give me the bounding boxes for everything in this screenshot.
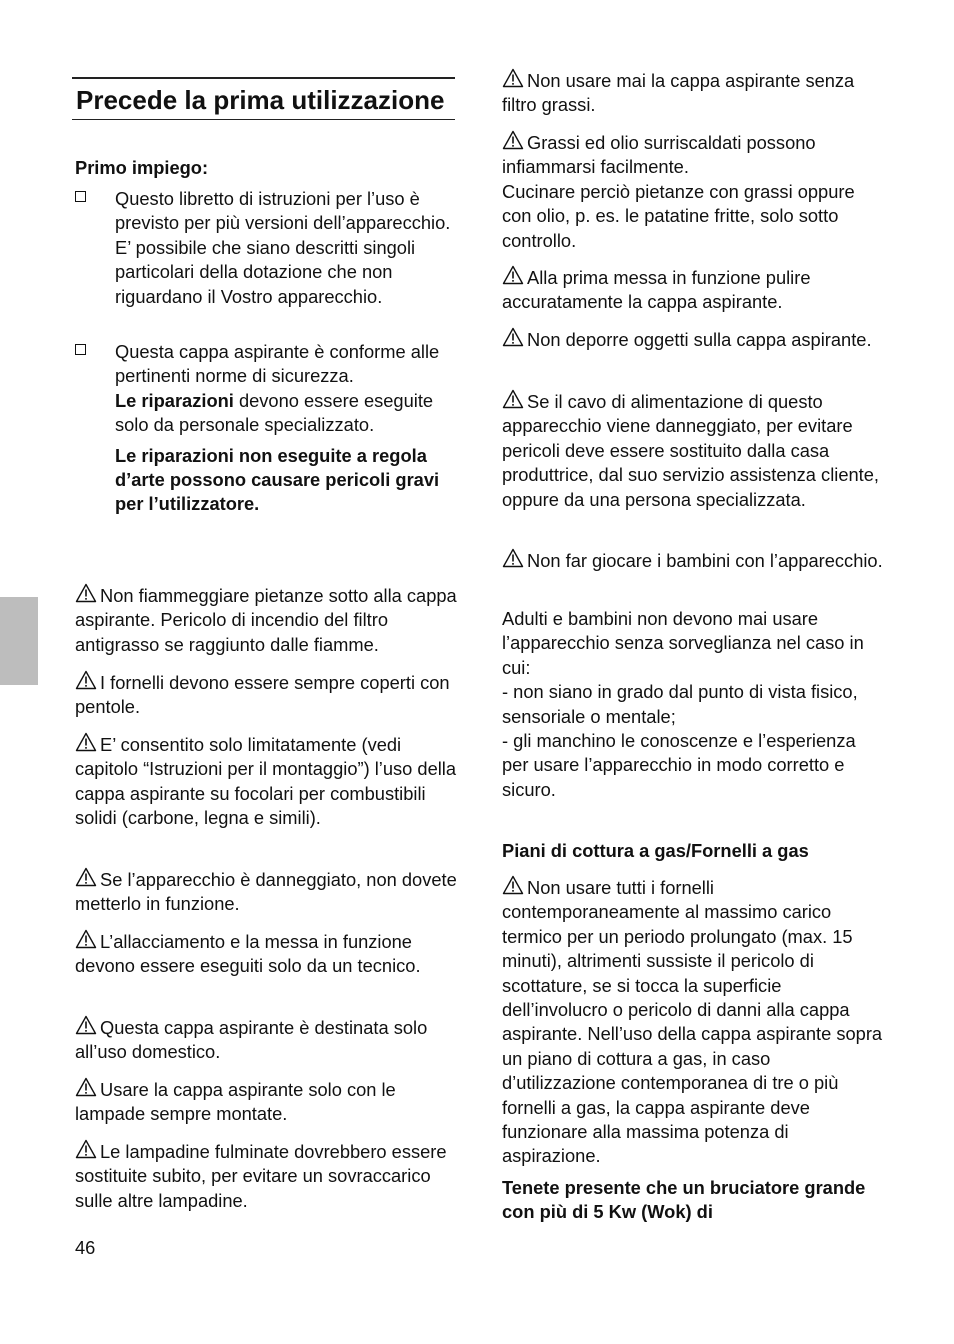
adults-text: Adulti e bambini non devono mai usare l’apparecchio senza sorveglianza nel caso in cui: xyxy=(502,608,864,678)
warning-text: Non deporre oggetti sulla cappa aspirante. xyxy=(527,329,872,350)
warning-text: Alla prima messa in funzione pulire accuratamente la cappa aspirante. xyxy=(502,267,811,313)
gas-bold-note: Tenete presente che un bruciatore grande con più di 5 Kw (Wok) di xyxy=(502,1177,866,1223)
gas-heading: Piani di cottura a gas/Fornelli a gas xyxy=(502,840,809,861)
warning-item xyxy=(75,929,457,979)
adults-list-item: - non siano in grado dal punto di vista fisico, sensoriale o mentale; xyxy=(502,681,858,727)
warning-item xyxy=(502,327,887,352)
warning-icon xyxy=(75,732,97,752)
bullet-item-1 xyxy=(75,187,457,309)
warning-text: Usare la cappa aspirante solo con le lampade sempre montate. xyxy=(75,1079,396,1125)
warning-item xyxy=(75,732,457,831)
warning-icon xyxy=(75,1015,97,1035)
warning-item xyxy=(75,670,457,720)
warning-icon xyxy=(502,327,524,347)
warning-text: Le lampadine fulminate dovrebbero essere sostituite subito, per evitare un sovraccarico sulle altre lampadine. xyxy=(75,1141,447,1211)
bullet2-text-2 xyxy=(115,389,457,438)
warning-text: Grassi ed olio surriscaldati possono infiammarsi facilmente. xyxy=(502,132,816,178)
warning-item xyxy=(502,68,887,118)
adults-list-item: - gli manchino le conoscenze e l’esperienza per usare l’apparecchio in modo corretto e sicuro. xyxy=(502,730,856,800)
warning-item xyxy=(502,265,887,315)
bullet-item-2 xyxy=(75,340,457,517)
warning-icon xyxy=(502,265,524,285)
warning-item xyxy=(75,583,457,657)
page-number: 46 xyxy=(75,1237,96,1258)
warning-item xyxy=(502,875,887,1169)
warning-item xyxy=(75,1139,457,1213)
warning-icon xyxy=(75,1139,97,1159)
warning-text: Non fiammeggiare pietanze sotto alla cappa aspirante. Pericolo di incendio del filtro antigrasso se raggiunto dalle fiamme. xyxy=(75,585,457,655)
primo-heading: Primo impiego: xyxy=(75,157,209,178)
bullet1-text-2: E’ possibile che siano descritti singoli particolari della dotazione che non riguardano il Vostro apparecchio. xyxy=(115,236,416,307)
warning-item xyxy=(75,867,457,917)
warning-icon xyxy=(75,867,97,887)
checkbox-bullet-icon xyxy=(75,344,86,355)
repairs-rest: devono essere eseguite solo da personale specializzato. xyxy=(115,389,434,436)
warning-text: Non usare tutti i fornelli contemporaneamente al massimo carico termico per un periodo prolungato (max. 15 minuti), altrimenti sussiste il pericolo di scottature, se si tocca la superficie dell’involucro o pericolo di danni alla cappa aspirante. Nell’uso della cappa aspirante sopra un piano di cottura a gas, in caso d’utilizzazione contemporanea di tre o più fornelli a gas, la cappa aspirante deve funzionare alla massima potenza di aspirazione. xyxy=(502,877,883,1167)
warning-icon xyxy=(75,929,97,949)
warning-text-cont: Cucinare perciò pietanze con grassi oppure con olio, p. es. le patatine fritte, solo sotto controllo. xyxy=(502,180,855,251)
repairs-bold: Le riparazioni xyxy=(115,389,234,411)
warning-item xyxy=(502,548,887,573)
warning-text: Questa cappa aspirante è destinata solo all’uso domestico. xyxy=(75,1017,428,1063)
warning-text: Se il cavo di alimentazione di questo apparecchio viene danneggiato, per evitare pericoli deve essere sostituito dalla casa produttrice, dal suo servizio assistenza cliente, oppure da una persona specializzata. xyxy=(502,391,879,510)
warning-icon xyxy=(75,1077,97,1097)
warning-item xyxy=(75,1077,457,1127)
warning-text: I fornelli devono essere sempre coperti con pentole. xyxy=(75,672,450,718)
warning-icon xyxy=(502,389,524,409)
warning-icon xyxy=(75,670,97,690)
title-box xyxy=(72,77,455,120)
warning-item xyxy=(502,389,887,512)
repairs-warning: Le riparazioni non eseguite a regola d’arte possono causare pericoli gravi per l’utilizzatore. xyxy=(115,444,440,515)
warning-icon xyxy=(502,875,524,895)
bullet1-text: Questo libretto di istruzioni per l’uso è previsto per più versioni dell’apparecchio. xyxy=(115,188,451,234)
warning-text: Non usare mai la cappa aspirante senza filtro grassi. xyxy=(502,70,855,116)
bullet2-text: Questa cappa aspirante è conforme alle pertinenti norme di sicurezza. xyxy=(115,341,440,387)
warning-icon xyxy=(502,68,524,88)
warning-text: E’ consentito solo limitatamente (vedi capitolo “Istruzioni per il montaggio”) l’uso della cappa aspirante su focolari per combustibili solidi (carbone, legna e simili). xyxy=(75,734,457,829)
section-tab xyxy=(0,597,38,685)
warning-icon xyxy=(502,130,524,150)
warning-text: Se l’apparecchio è danneggiato, non dovete metterlo in funzione. xyxy=(75,869,457,915)
checkbox-bullet-icon xyxy=(75,191,86,202)
warning-item xyxy=(75,1015,457,1065)
page-title: Precede la prima utilizzazione xyxy=(76,85,445,115)
warning-icon xyxy=(502,548,524,568)
adults-paragraph xyxy=(502,607,887,802)
warning-text: L’allacciamento e la messa in funzione devono essere eseguiti solo da un tecnico. xyxy=(75,931,421,977)
warning-item xyxy=(502,130,887,253)
warning-icon xyxy=(75,583,97,603)
warning-text-block xyxy=(502,130,887,180)
warning-text: Non far giocare i bambini con l’apparecchio. xyxy=(527,550,883,571)
